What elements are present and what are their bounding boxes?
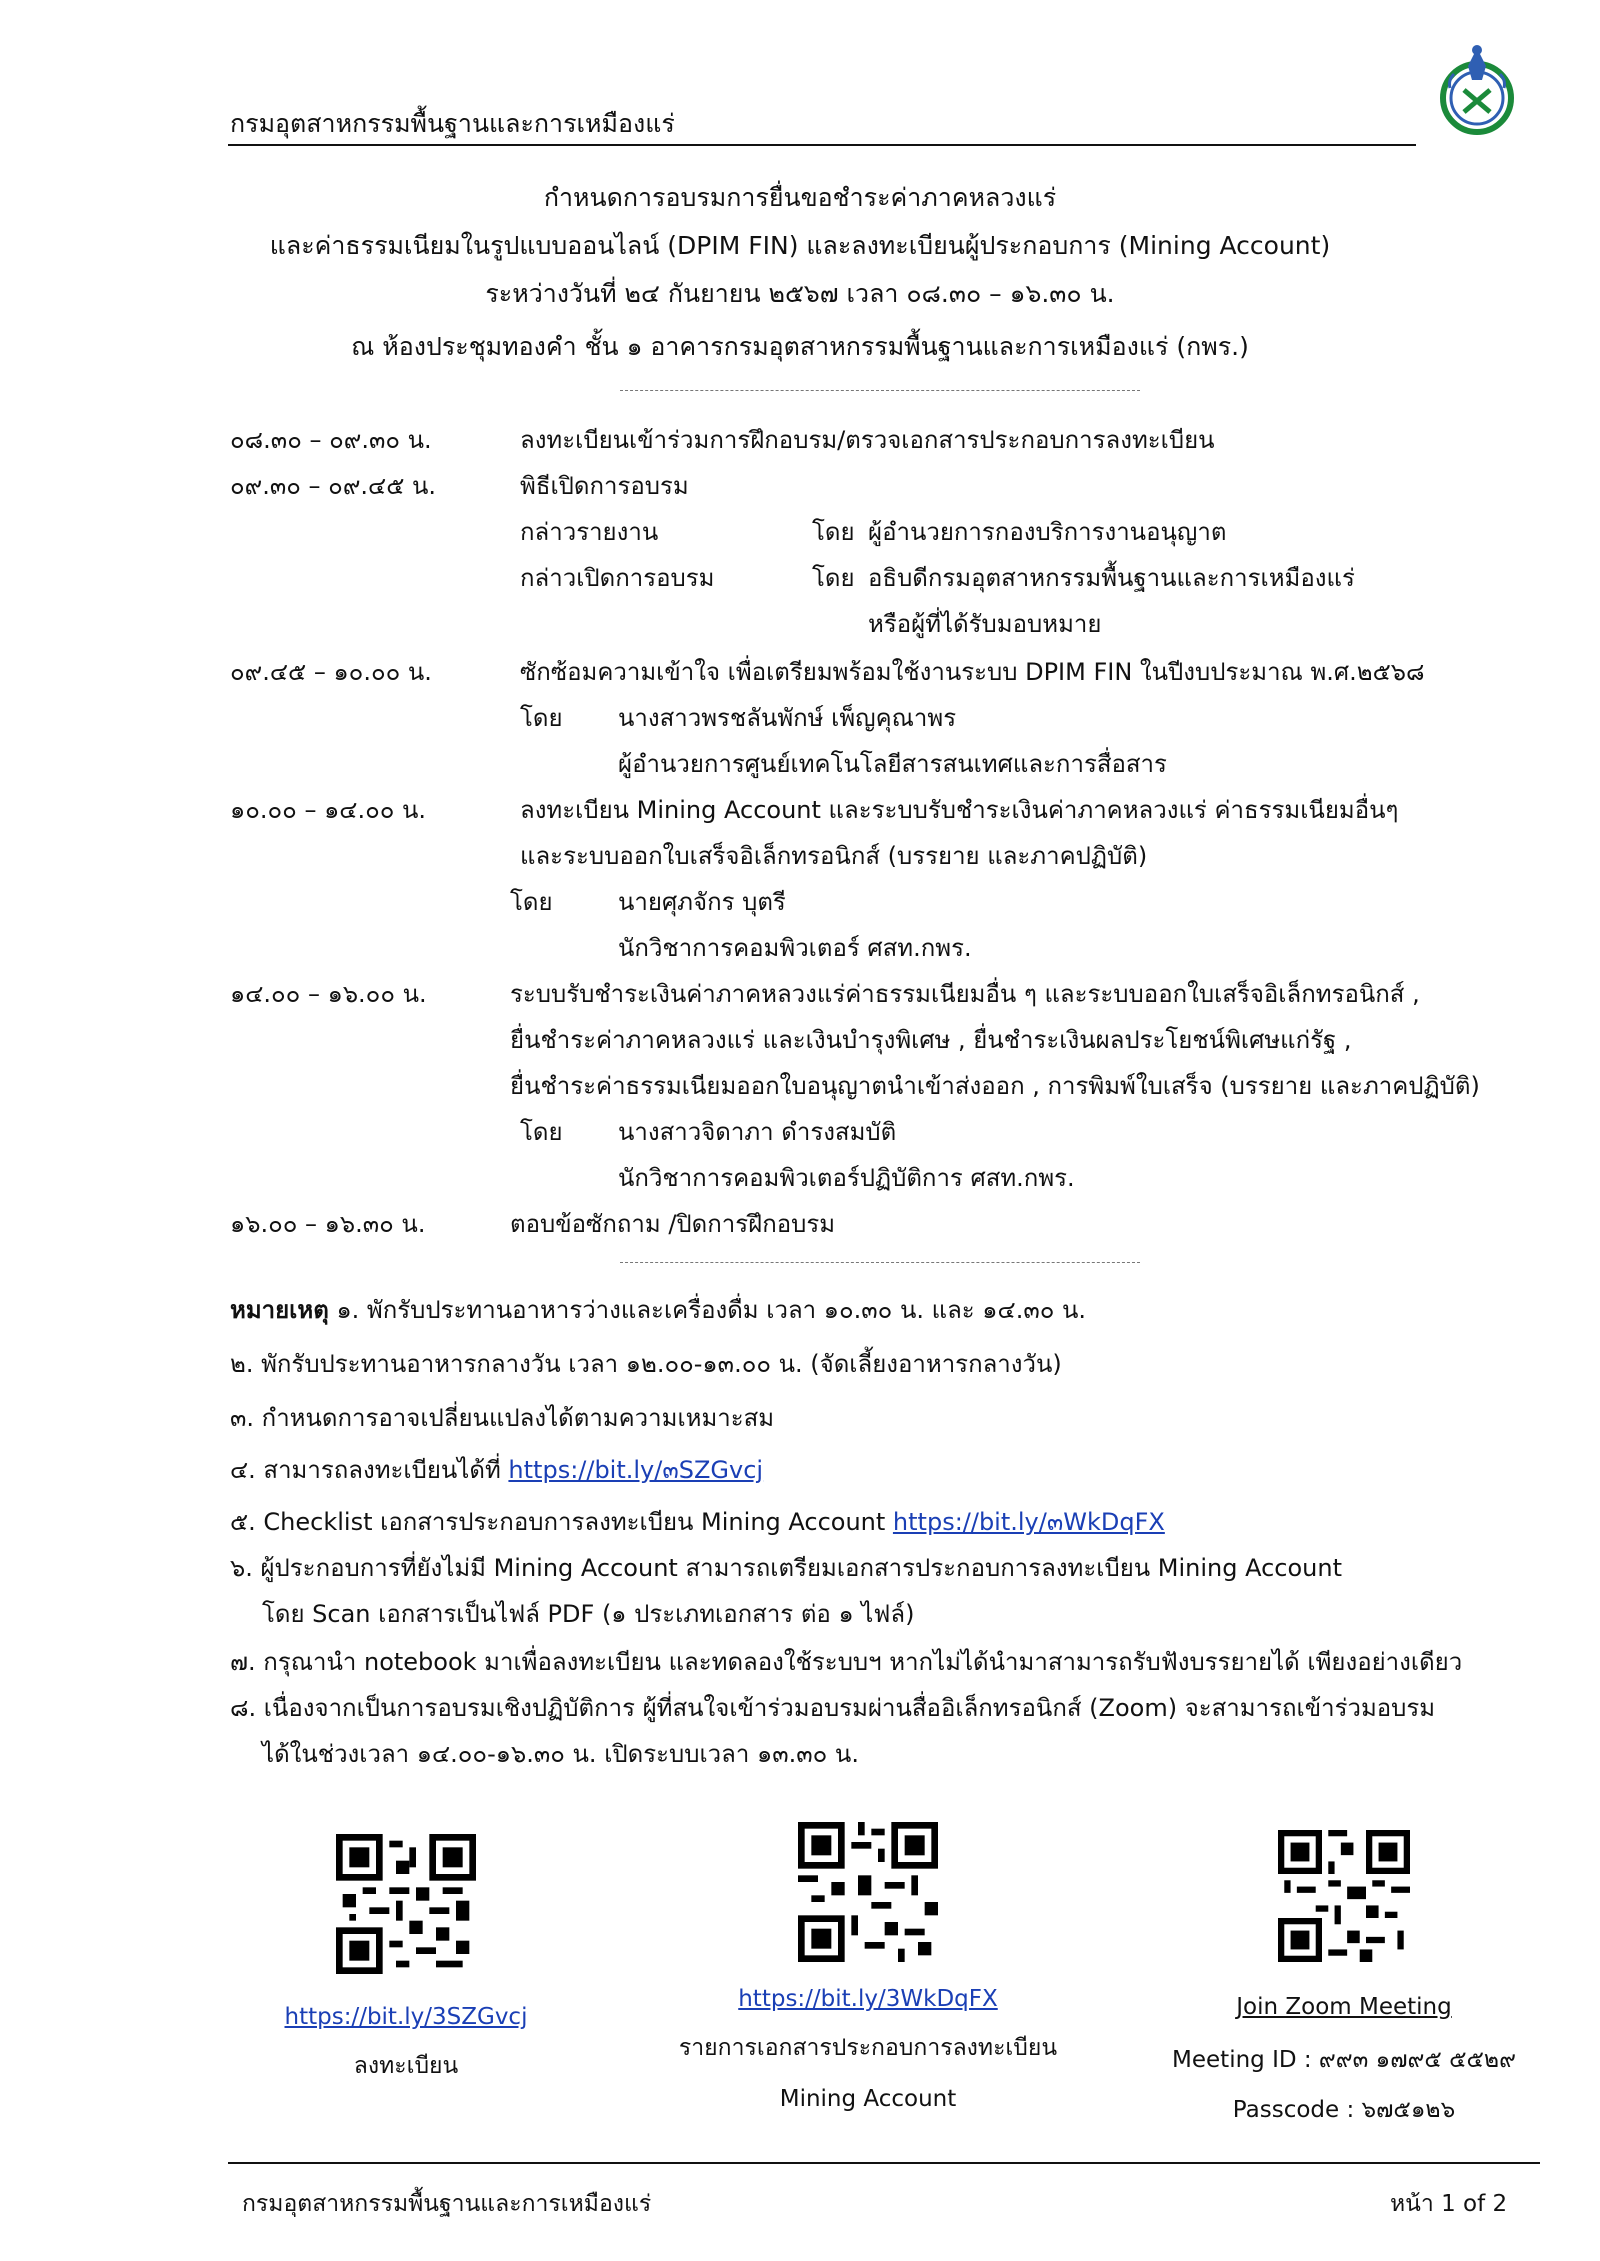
open-person: อธิบดีกรมอุตสาหกรรมพื้นฐานและการเหมืองแร่ bbox=[868, 564, 1355, 592]
qr-register-caption: ลงทะเบียน bbox=[353, 2053, 459, 2079]
schedule-text-2: พิธีเปิดการอบรม bbox=[520, 472, 689, 500]
note-6a: ๖. ผู้ประกอบการที่ยังไม่มี Mining Account สามารถเตรียมเอกสารประกอบการลงทะเบียน Mining Account bbox=[230, 1554, 1343, 1582]
schedule-by-5: โดย bbox=[520, 1118, 563, 1146]
title-line-4: ณ ห้องประชุมทองคำ ชั้น ๑ อาคารกรมอุตสาหกรรมพื้นฐานและการเหมืองแร่ (กพร.) bbox=[351, 332, 1249, 361]
qr-checklist-icon[interactable] bbox=[798, 1822, 938, 1962]
open-person-alt: หรือผู้ที่ได้รับมอบหมาย bbox=[868, 610, 1102, 638]
note-3: ๓. กำหนดการอาจเปลี่ยนแปลงได้ตามความเหมาะสม bbox=[230, 1404, 775, 1432]
schedule-text-5: ระบบรับชำระเงินค่าภาคหลวงแร่ค่าธรรมเนียมอื่น ๆ และระบบออกใบเสร็จอิเล็กทรอนิกส์ , bbox=[510, 980, 1420, 1008]
schedule-position-4: นักวิชาการคอมพิวเตอร์ ศสท.กพร. bbox=[618, 934, 972, 962]
schedule-text-5c: ยื่นชำระค่าธรรมเนียมออกใบอนุญาตนำเข้าส่งออก , การพิมพ์ใบเสร็จ (บรรยาย และภาคปฏิบัติ) bbox=[510, 1072, 1480, 1100]
note-7: ๗. กรุณานำ notebook มาเพื่อลงทะเบียน และทดลองใช้ระบบฯ หากไม่ได้นำมาสามารถรับฟังบรรยายได้ เพียงอย่างเดียว bbox=[230, 1648, 1463, 1676]
note-label: หมายเหตุ bbox=[230, 1296, 329, 1324]
schedule-time-4: ๑๐.๐๐ – ๑๔.๐๐ น. bbox=[230, 796, 427, 824]
schedule-time-6: ๑๖.๐๐ – ๑๖.๓๐ น. bbox=[230, 1210, 426, 1238]
checklist-link[interactable]: https://bit.ly/๓WkDqFX bbox=[892, 1508, 1165, 1536]
open-by: โดย bbox=[812, 564, 855, 592]
schedule-by-3: โดย bbox=[520, 704, 563, 732]
note-4 bbox=[230, 1450, 763, 1489]
schedule-person-4: นายศุภจักร บุตรี bbox=[618, 888, 786, 916]
qr-register-link[interactable]: https://bit.ly/3SZGvcj bbox=[284, 2004, 528, 2030]
schedule-text-1: ลงทะเบียนเข้าร่วมการฝึกอบรม/ตรวจเอกสารประกอบการลงทะเบียน bbox=[520, 426, 1215, 454]
open-label: กล่าวเปิดการอบรม bbox=[520, 564, 715, 592]
meeting-id: Meeting ID : ๙๙๓ ๑๗๙๕ ๕๕๒๙ bbox=[1172, 2047, 1516, 2073]
schedule-by-4: โดย bbox=[510, 888, 553, 916]
header-department: กรมอุตสาหกรรมพื้นฐานและการเหมืองแร่ bbox=[230, 109, 675, 138]
schedule-text-3: ซักซ้อมความเข้าใจ เพื่อเตรียมพร้อมใช้งานระบบ DPIM FIN ในปีงบประมาณ พ.ศ.๒๕๖๘ bbox=[520, 658, 1425, 686]
page-number: หน้า 1 of 2 bbox=[1390, 2191, 1508, 2217]
meeting-passcode: Passcode : ๖๗๕๑๒๖ bbox=[1232, 2097, 1456, 2123]
report-label: กล่าวรายงาน bbox=[520, 518, 659, 546]
schedule-position-3: ผู้อำนวยการศูนย์เทคโนโลยีสารสนเทศและการสื่อสาร bbox=[618, 750, 1167, 778]
note-1-text: ๑. พักรับประทานอาหารว่างและเครื่องดื่ม เวลา ๑๐.๓๐ น. และ ๑๔.๓๐ น. bbox=[336, 1296, 1087, 1324]
schedule-time-3: ๐๙.๔๕ – ๑๐.๐๐ น. bbox=[230, 658, 432, 686]
schedule-person-3: นางสาวพรชลันพักษ์ เพ็ญคุณาพร bbox=[618, 704, 957, 732]
note-5-text: ๕. Checklist เอกสารประกอบการลงทะเบียน Mining Account bbox=[230, 1508, 893, 1536]
qr-checklist-caption-2: Mining Account bbox=[779, 2086, 957, 2112]
qr-register-icon[interactable] bbox=[336, 1834, 476, 1974]
header-divider bbox=[228, 144, 1416, 146]
schedule-text-6: ตอบข้อซักถาม /ปิดการฝึกอบรม bbox=[510, 1210, 836, 1238]
title-line-1: กำหนดการอบรมการยื่นขอชำระค่าภาคหลวงแร่ bbox=[543, 183, 1057, 212]
qr-checklist-caption: รายการเอกสารประกอบการลงทะเบียน bbox=[678, 2035, 1058, 2061]
footer-department: กรมอุตสาหกรรมพื้นฐานและการเหมืองแร่ bbox=[242, 2191, 652, 2217]
schedule-time-1: ๐๘.๓๐ – ๐๙.๓๐ น. bbox=[230, 426, 432, 454]
schedule-time-5: ๑๔.๐๐ – ๑๖.๐๐ น. bbox=[230, 980, 427, 1008]
schedule-text-4b: และระบบออกใบเสร็จอิเล็กทรอนิกส์ (บรรยาย และภาคปฏิบัติ) bbox=[520, 842, 1148, 870]
divider-bottom bbox=[620, 1262, 1140, 1263]
note-4-text: ๔. สามารถลงทะเบียนได้ที่ bbox=[230, 1456, 509, 1484]
report-by: โดย bbox=[812, 518, 855, 546]
schedule-text-4: ลงทะเบียน Mining Account และระบบรับชำระเงินค่าภาคหลวงแร่ ค่าธรรมเนียมอื่นๆ bbox=[520, 796, 1399, 824]
footer-divider bbox=[228, 2162, 1540, 2164]
report-person: ผู้อำนวยการกองบริการงานอนุญาต bbox=[868, 518, 1227, 546]
divider-top bbox=[620, 390, 1140, 391]
note-8a: ๘. เนื่องจากเป็นการอบรมเชิงปฏิบัติการ ผู้ที่สนใจเข้าร่วมอบรมผ่านสื่ออิเล็กทรอนิกส์ (Zoom) จะสามารถเข้าร่วมอบรม bbox=[230, 1694, 1436, 1722]
register-link[interactable]: https://bit.ly/๓SZGvcj bbox=[508, 1456, 764, 1484]
qr-zoom-icon[interactable] bbox=[1278, 1830, 1410, 1962]
title-line-3: ระหว่างวันที่ ๒๔ กันยายน ๒๕๖๗ เวลา ๐๘.๓๐ – ๑๖.๓๐ น. bbox=[485, 279, 1115, 308]
schedule-position-5: นักวิชาการคอมพิวเตอร์ปฏิบัติการ ศสท.กพร. bbox=[618, 1164, 1075, 1192]
qr-checklist-link[interactable]: https://bit.ly/3WkDqFX bbox=[738, 1986, 998, 2012]
department-logo-icon bbox=[1434, 40, 1520, 140]
note-5 bbox=[230, 1502, 1165, 1541]
note-2: ๒. พักรับประทานอาหารกลางวัน เวลา ๑๒.๐๐-๑๓.๐๐ น. (จัดเลี้ยงอาหารกลางวัน) bbox=[230, 1350, 1062, 1378]
note-8b: ได้ในช่วงเวลา ๑๔.๐๐-๑๖.๓๐ น. เปิดระบบเวลา ๑๓.๓๐ น. bbox=[262, 1740, 859, 1768]
join-zoom-link[interactable]: Join Zoom Meeting bbox=[1236, 1994, 1452, 2020]
schedule-time-2: ๐๙.๓๐ – ๐๙.๔๕ น. bbox=[230, 472, 437, 500]
title-line-2: และค่าธรรมเนียมในรูปแบบออนไลน์ (DPIM FIN) และลงทะเบียนผู้ประกอบการ (Mining Account) bbox=[269, 231, 1331, 260]
schedule-text-5b: ยื่นชำระค่าภาคหลวงแร่ และเงินบำรุงพิเศษ , ยื่นชำระเงินผลประโยชน์พิเศษแก่รัฐ , bbox=[510, 1026, 1352, 1054]
note-1 bbox=[230, 1290, 1086, 1329]
note-6b: โดย Scan เอกสารเป็นไฟล์ PDF (๑ ประเภทเอกสาร ต่อ ๑ ไฟล์) bbox=[262, 1600, 915, 1628]
schedule-person-5: นางสาวจิดาภา ดำรงสมบัติ bbox=[618, 1118, 897, 1146]
